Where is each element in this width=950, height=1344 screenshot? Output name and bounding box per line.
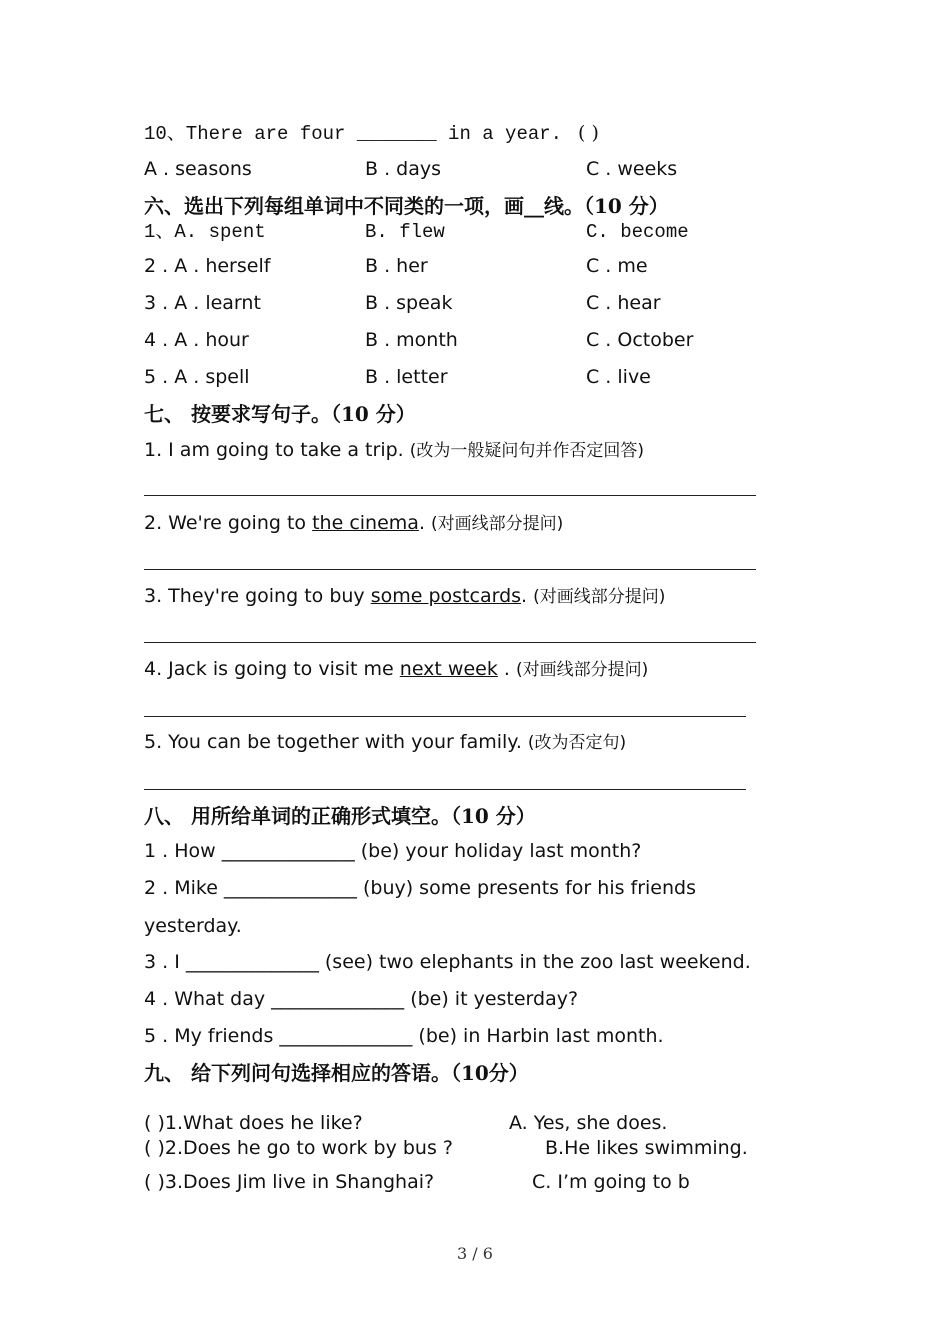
instruction-hint: (对画线部分提问) (533, 587, 666, 607)
sentence-item (144, 584, 665, 609)
question-10-options (144, 157, 678, 181)
answer-line[interactable] (144, 716, 746, 717)
section-8-heading: 八、 用所给单词的正确形式填空。（10 分） (144, 804, 536, 828)
row-option-a: 1、A. spent (144, 221, 266, 243)
matching-row (144, 1136, 748, 1160)
option-c: C . weeks (586, 158, 678, 180)
matching-answer: C. I’m going to b (532, 1171, 690, 1193)
instruction-hint: (改为一般疑问句并作否定回答) (409, 441, 644, 461)
answer-paren: ( ) (578, 122, 599, 144)
underlined-phrase: next week (399, 658, 498, 680)
fill-blank-item: 1 . How ______________ (be) your holiday last month? (144, 840, 642, 862)
matching-answer: A. Yes, she does. (509, 1112, 668, 1134)
sentence-end: . (418, 512, 432, 534)
matching-question: ( )2.Does he go to work by bus ? (144, 1137, 453, 1159)
fill-blank-item: 4 . What day ______________ (be) it yesterday? (144, 988, 579, 1010)
fill-blank-item-continued: yesterday. (144, 915, 242, 937)
answer-line[interactable] (144, 789, 746, 790)
sentence-item (144, 657, 648, 682)
row-option-b: B . month (365, 329, 458, 351)
sentence-end: . (497, 658, 516, 680)
sentence-item (144, 511, 563, 536)
instruction-hint: (改为否定句) (527, 733, 627, 753)
instruction-hint: (对画线部分提问) (515, 660, 649, 680)
fill-blank-item: 3 . I ______________ (see) two elephants in the zoo last weekend. (144, 951, 751, 973)
section-6-heading: 六、选出下列每组单词中不同类的一项，画__线。（10 分） (144, 194, 669, 218)
row-option-a: 4 . A . hour (144, 329, 249, 351)
option-b: B . days (365, 158, 441, 180)
matching-answer: B.He likes swimming. (545, 1137, 748, 1159)
section-6-row (144, 365, 651, 389)
section-6-row (144, 254, 648, 278)
sentence-text: 4. Jack is going to visit me (144, 658, 400, 680)
fill-blank-item: 2 . Mike ______________ (buy) some presents for his friends (144, 877, 697, 899)
section-6-row (144, 220, 689, 244)
row-option-b: B . letter (365, 366, 448, 388)
underlined-phrase: the cinema (312, 512, 419, 534)
row-option-b: B . her (365, 255, 428, 277)
matching-question: ( )3.Does Jim live in Shanghai? (144, 1171, 435, 1193)
question-10 (144, 121, 599, 146)
page-number: 3 / 6 (457, 1244, 493, 1263)
sentence-text: 2. We're going to (144, 512, 313, 534)
section-7-heading: 七、 按要求写句子。（10 分） (144, 402, 416, 426)
section-9-heading: 九、 给下列问句选择相应的答语。（10分） (144, 1061, 529, 1085)
row-option-c: C . hear (586, 292, 661, 314)
sentence-item (144, 730, 626, 755)
row-option-a: 3 . A . learnt (144, 292, 261, 314)
sentence-item (144, 438, 644, 463)
row-option-a: 5 . A . spell (144, 366, 250, 388)
matching-row (144, 1111, 668, 1135)
fill-blank-item: 5 . My friends ______________ (be) in Harbin last month. (144, 1025, 664, 1047)
instruction-hint: (对画线部分提问) (431, 514, 564, 534)
sentence-text: 3. They're going to buy (144, 585, 371, 607)
matching-row (144, 1170, 690, 1194)
question-10-text: 10、There are four _______ in a year. (144, 123, 563, 145)
option-a: A . seasons (144, 158, 252, 180)
matching-question: ( )1.What does he like? (144, 1112, 363, 1134)
row-option-c: C . October (586, 329, 694, 351)
section-6-row (144, 291, 661, 315)
sentence-end: . (521, 585, 534, 607)
section-6-row (144, 328, 694, 352)
row-option-b: B. flew (365, 221, 445, 243)
answer-line[interactable] (144, 495, 756, 496)
underlined-phrase: some postcards (370, 585, 522, 607)
row-option-c: C . me (586, 255, 648, 277)
row-option-c: C . live (586, 366, 651, 388)
row-option-a: 2 . A . herself (144, 255, 271, 277)
answer-line[interactable] (144, 642, 756, 643)
answer-line[interactable] (144, 569, 756, 570)
row-option-c: C. become (586, 221, 689, 243)
row-option-b: B . speak (365, 292, 453, 314)
sentence-text: 5. You can be together with your family. (144, 731, 528, 753)
sentence-text: 1. I am going to take a trip. (144, 439, 410, 461)
